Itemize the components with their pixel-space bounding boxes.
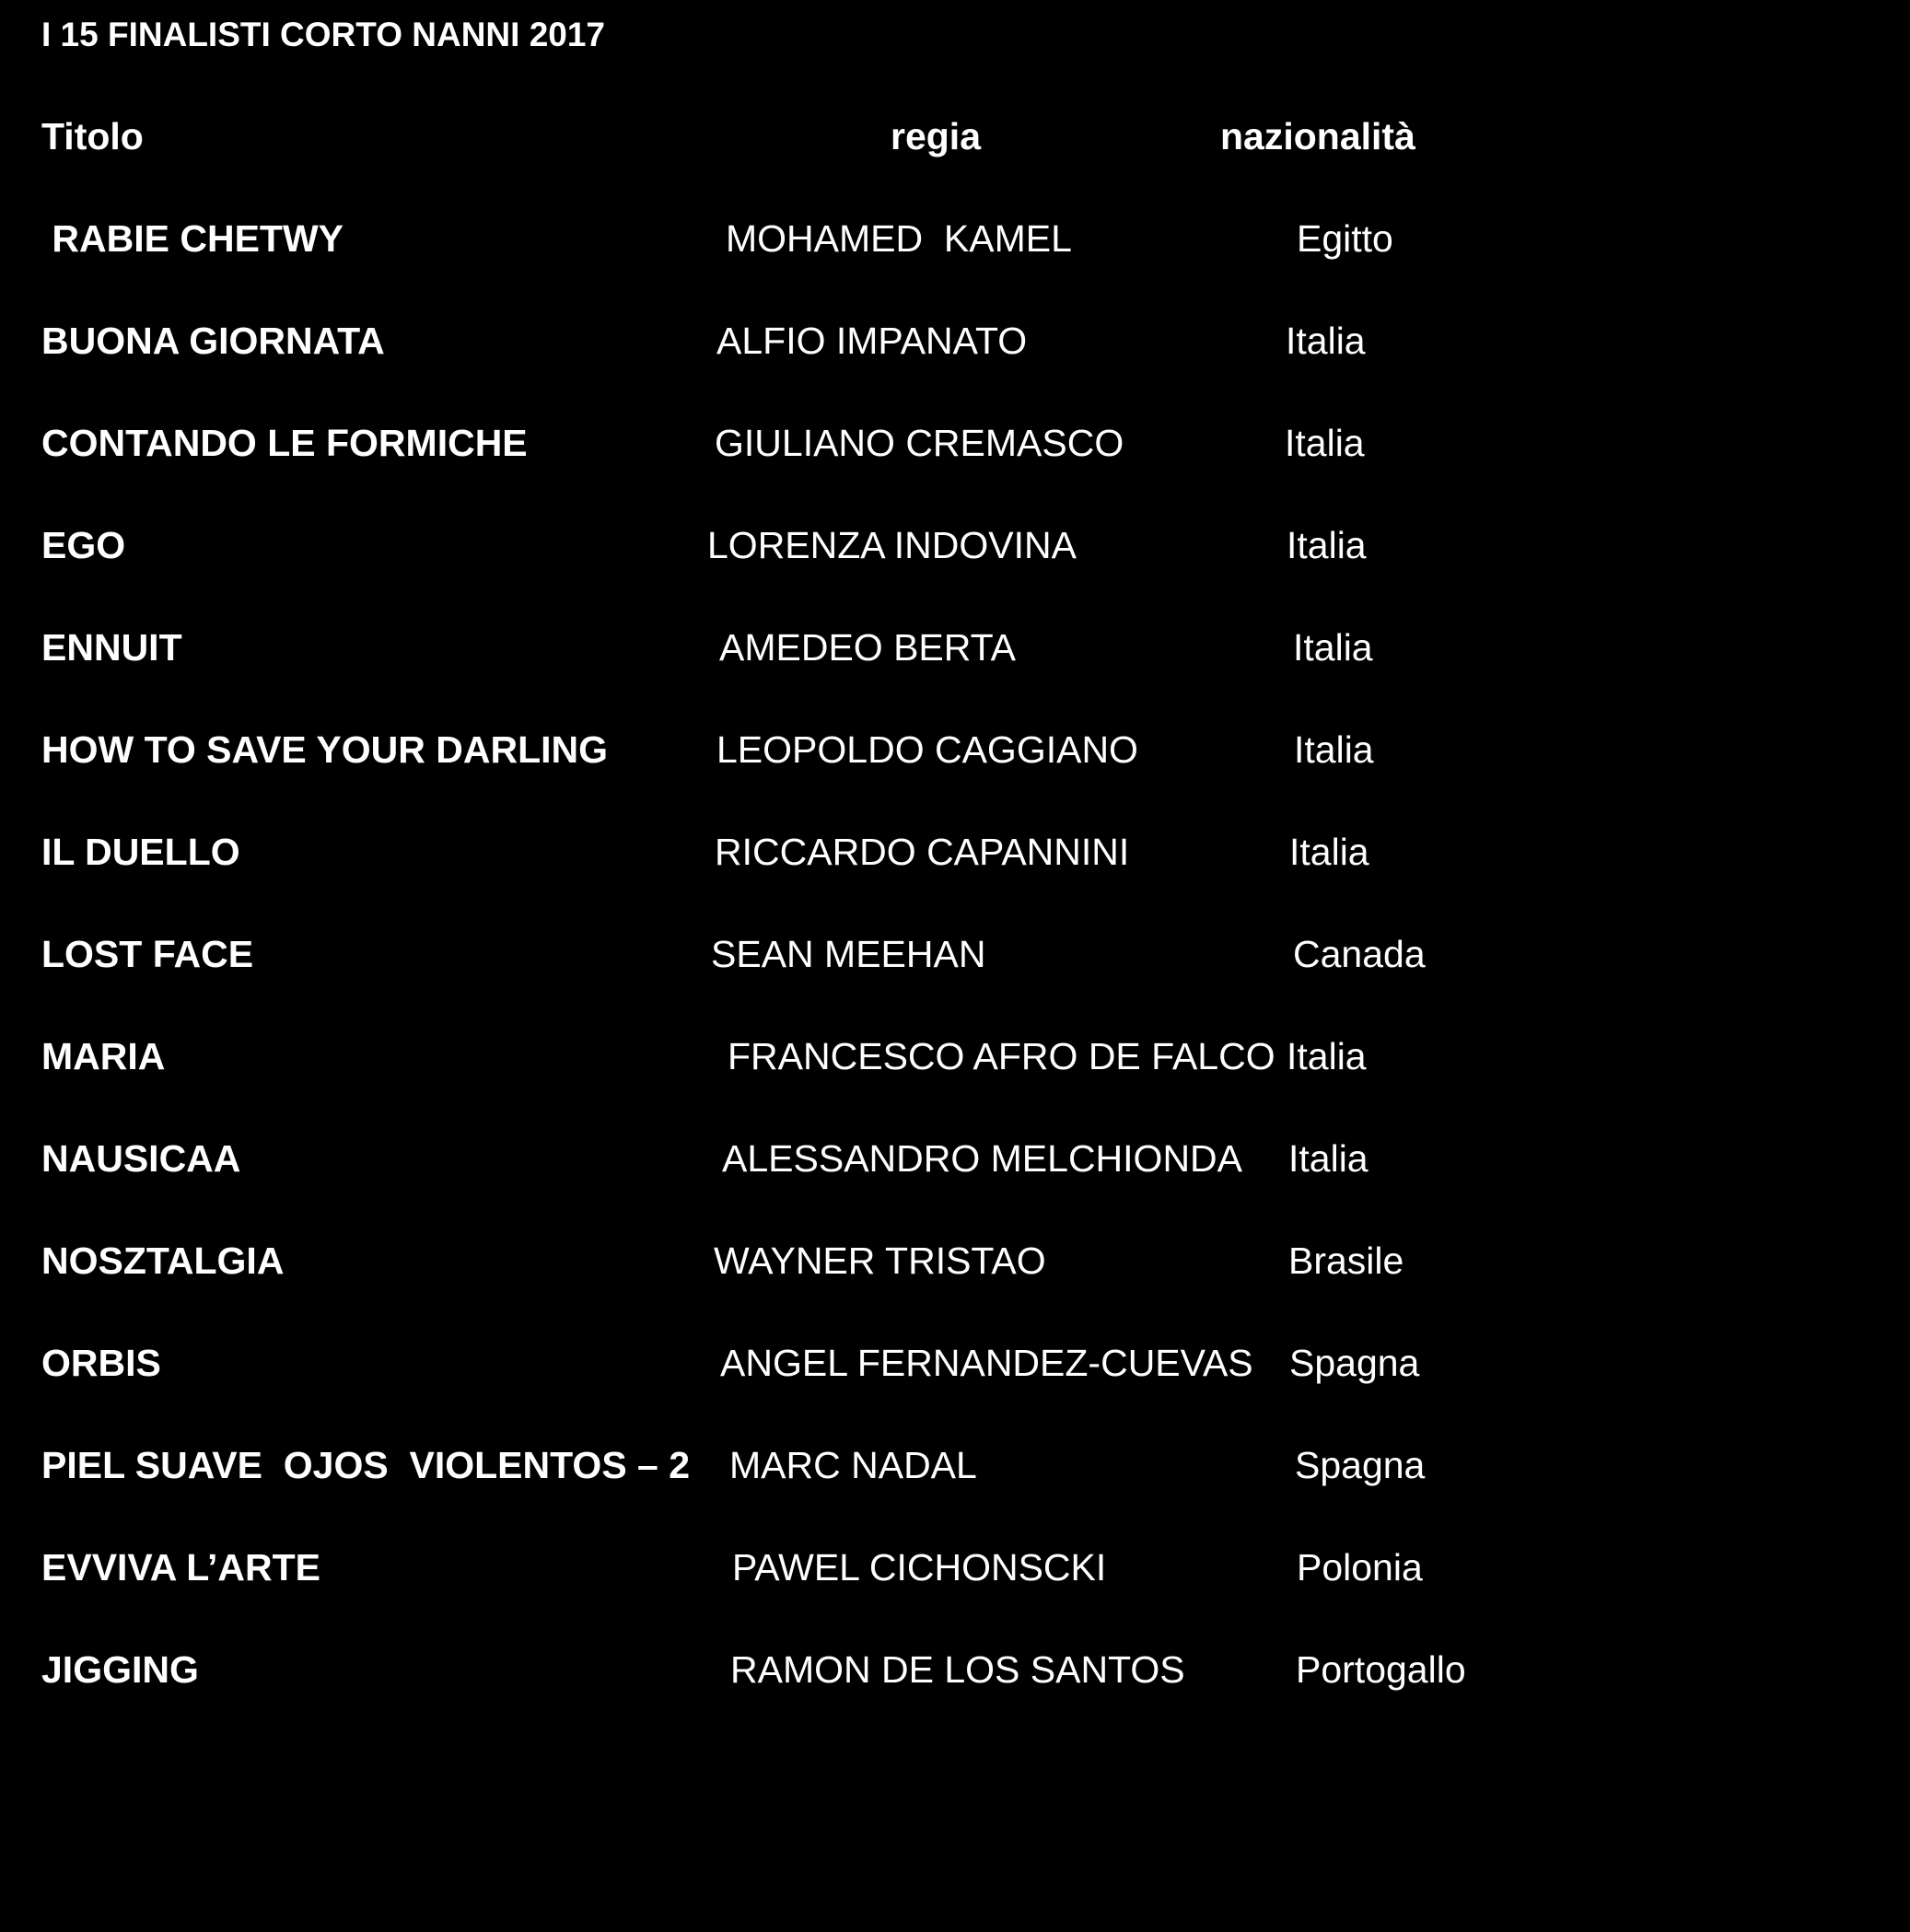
row-title: MARIA (41, 1035, 166, 1077)
row-nationality: Spagna (1295, 1444, 1426, 1486)
row-nationality: Brasile (1288, 1240, 1404, 1282)
row-title: EGO (41, 524, 126, 566)
row-nationality: Egitto (1297, 217, 1393, 260)
row-title: PIEL SUAVE OJOS VIOLENTOS – 2 (41, 1444, 691, 1486)
row-title: RABIE CHETWY (41, 217, 344, 260)
row-director: MARC NADAL (729, 1444, 977, 1486)
row-nationality: Polonia (1297, 1546, 1423, 1589)
row-title: JIGGING (41, 1648, 199, 1691)
row-nationality: Italia (1294, 728, 1374, 771)
row-nationality: Portogallo (1296, 1648, 1466, 1691)
row-director: LORENZA INDOVINA (707, 524, 1077, 566)
row-director: RAMON DE LOS SANTOS (730, 1648, 1185, 1691)
row-director: GIULIANO CREMASCO (715, 422, 1124, 464)
row-director: MOHAMED KAMEL (726, 217, 1072, 260)
row-title: HOW TO SAVE YOUR DARLING (41, 728, 609, 771)
row-director: FRANCESCO AFRO DE FALCO (728, 1035, 1275, 1077)
row-director: LEOPOLDO CAGGIANO (716, 728, 1138, 771)
row-title: BUONA GIORNATA (41, 320, 385, 362)
row-title: EVVIVA L’ARTE (41, 1546, 320, 1589)
document-title: I 15 FINALISTI CORTO NANNI 2017 (41, 16, 605, 53)
row-nationality: Italia (1288, 1137, 1368, 1180)
row-nationality: Spagna (1289, 1342, 1420, 1384)
row-director: ALFIO IMPANATO (716, 320, 1028, 362)
row-director: ALESSANDRO MELCHIONDA (722, 1137, 1243, 1180)
header-titolo: Titolo (41, 115, 144, 157)
row-director: AMEDEO BERTA (719, 626, 1016, 669)
row-nationality: Italia (1289, 831, 1369, 873)
row-director: ANGEL FERNANDEZ-CUEVAS (720, 1342, 1253, 1384)
row-director: SEAN MEEHAN (711, 933, 986, 975)
row-title: ENNUIT (41, 626, 182, 669)
row-title: NOSZTALGIA (41, 1240, 285, 1282)
row-title: NAUSICAA (41, 1137, 241, 1180)
row-nationality: Italia (1293, 626, 1373, 669)
header-nazionalita: nazionalità (1220, 115, 1415, 157)
row-nationality: Italia (1285, 422, 1365, 464)
row-nationality: Canada (1293, 933, 1426, 975)
row-nationality: Italia (1286, 320, 1366, 362)
header-regia: regia (891, 115, 981, 157)
row-title: ORBIS (41, 1342, 161, 1384)
row-nationality: Italia (1287, 1035, 1367, 1077)
row-title: IL DUELLO (41, 831, 240, 873)
row-title: CONTANDO LE FORMICHE (41, 422, 528, 464)
row-title: LOST FACE (41, 933, 254, 975)
row-nationality: Italia (1287, 524, 1367, 566)
row-director: WAYNER TRISTAO (714, 1240, 1046, 1282)
row-director: RICCARDO CAPANNINI (715, 831, 1130, 873)
row-director: PAWEL CICHONSCKI (732, 1546, 1107, 1589)
